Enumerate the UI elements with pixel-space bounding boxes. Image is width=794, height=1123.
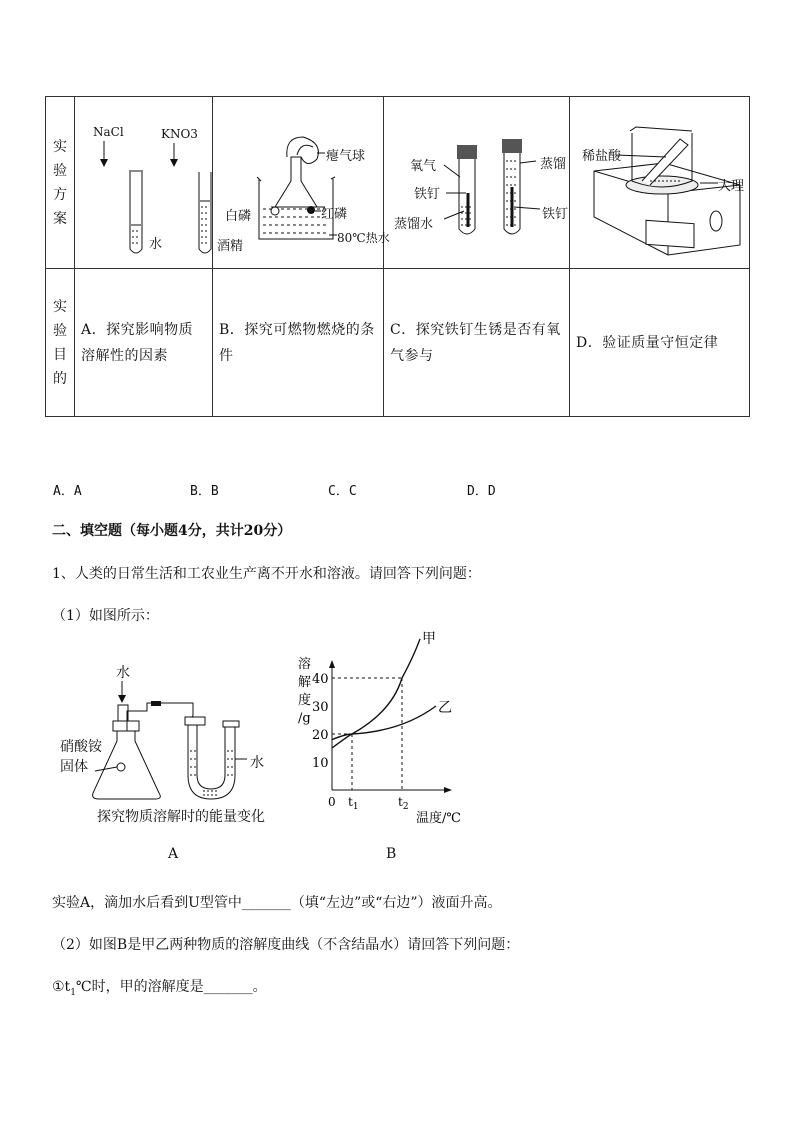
scheme-b-cell: 瘪气球 白磷 红磷 80℃热水 [213,97,384,269]
choice-a: A．A [53,484,82,499]
purpose-a: A．探究影响物质溶解性的因素 [75,269,213,417]
x-tick-label: $t_1$ [348,795,359,812]
question-1: 1、人类的日常生活和工农业生产离不开水和溶液。请回答下列问题： [52,566,481,582]
origin-label: 0 [328,795,336,809]
question-1-part-1: （1）如图所示： [52,608,159,624]
series-jia-label: 甲 [422,630,436,647]
y-tick-label: 10 [312,756,329,771]
series-yi-label: 乙 [438,700,452,716]
y-tick-label: 40 [312,672,329,687]
y-axis-label: 溶 [298,657,312,672]
x-axis-label: 温度/℃ [416,811,461,826]
choice-c: C．C [328,484,357,499]
row-header-scheme: 实 验 方 案 [46,97,75,269]
solubility-chart [290,630,490,830]
question-1-part-2: （2）如图B是甲乙两种物质的溶解度曲线（不含结晶水）请回答下列问题： [52,937,520,953]
purpose-b: B．探究可燃物燃烧的条件 [213,269,384,417]
purpose-d: D．验证质量守恒定律 [570,269,750,417]
diagram-c [384,97,570,269]
x-axis-arrow [444,787,452,793]
purpose-c: C．探究铁钉生锈是否有氧气参与 [384,269,570,417]
series-yi-line [332,706,436,740]
section-title: 二、填空题（每小题4分，共计20分） [52,523,292,539]
scheme-d-cell: 稀盐酸 大理 [570,97,750,269]
choice-d: D．D [467,484,496,499]
scheme-a-cell: NaCl KNO3 水 酒精 [75,97,213,269]
y-tick-label: 20 [312,728,329,743]
experiment-a-question: 实验A，滴加水后看到U型管中_______（填“左边”或“右边”）液面升高。 [52,895,502,911]
question-1-part-2-sub-1: $①t_1℃$时，甲的溶解度是_______。 [52,979,267,998]
y-axis-label: 度 [298,693,312,708]
row-header-purpose: 实 验 目 的 [46,269,75,417]
diagram-a [75,97,212,269]
y-axis-label: /g [298,711,311,726]
y-axis-label: 解 [298,675,312,690]
x-tick-label: $t_2$ [398,795,409,812]
y-axis-arrow [329,660,335,668]
y-tick-label: 30 [312,700,329,715]
experiment-table [45,96,750,417]
choice-b: B．B [190,484,219,499]
scheme-c-cell: 氧气 蒸馏 铁钉 铁钉 蒸馏水 [384,97,570,269]
